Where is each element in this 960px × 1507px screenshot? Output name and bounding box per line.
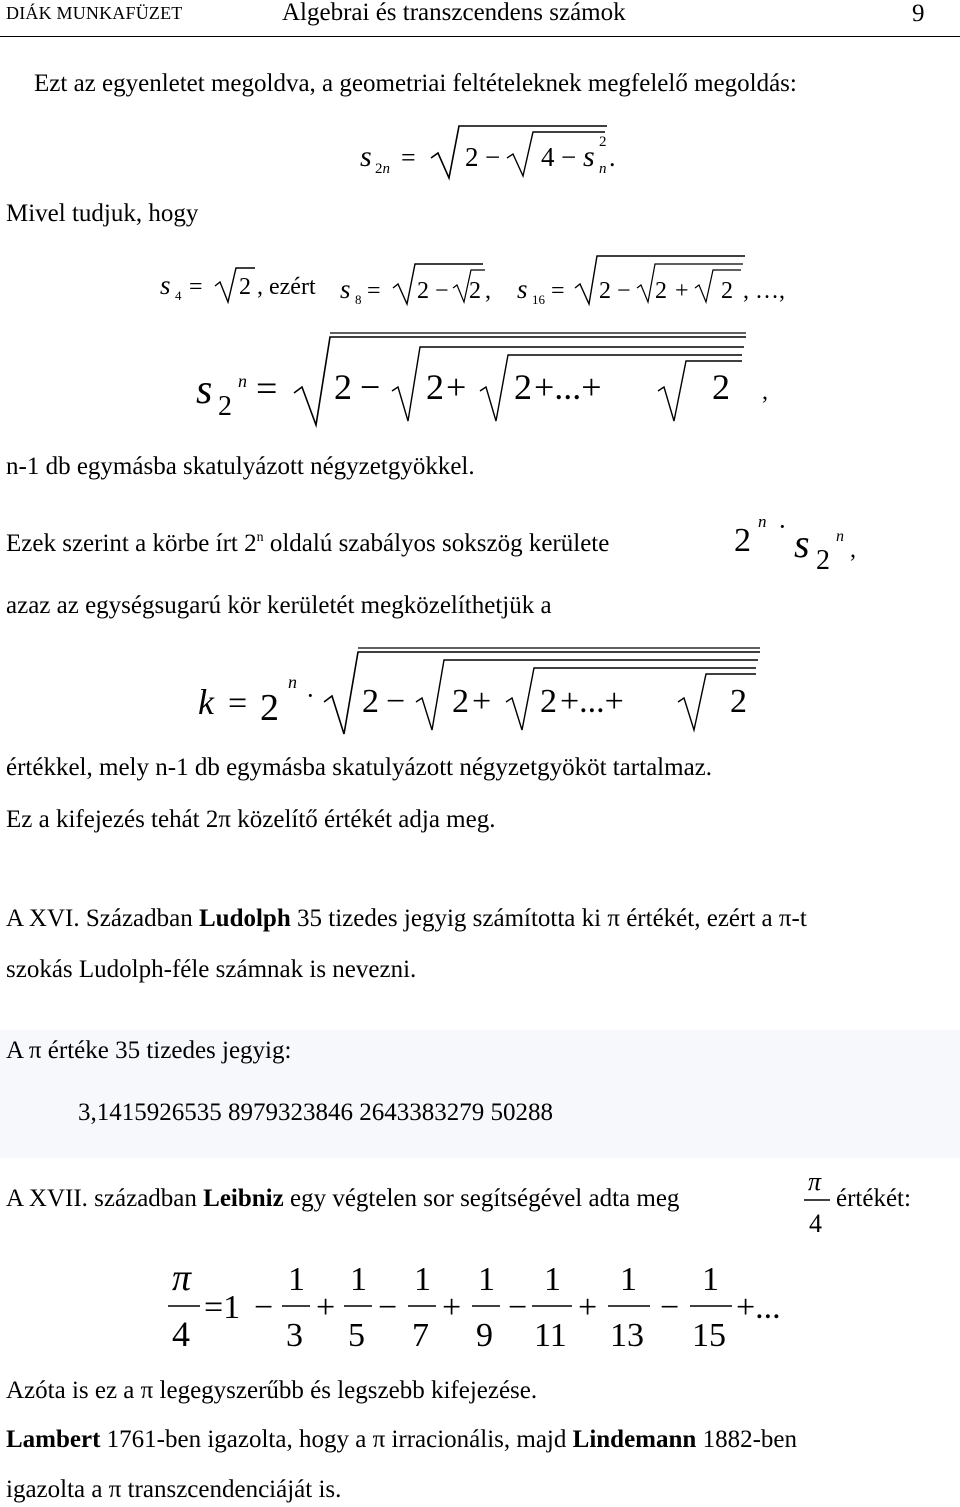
svg-text:2: 2 xyxy=(655,278,667,304)
svg-text:s: s xyxy=(517,274,528,304)
ludolph-post: 35 tizedes jegyig számította ki π értékét, ezért a π-t xyxy=(290,905,807,932)
page-number: 9 xyxy=(912,0,925,27)
formula-s2n-nested xyxy=(190,325,810,435)
svg-text:n: n xyxy=(599,161,607,177)
lindemann-name: Lindemann xyxy=(572,1426,697,1453)
paragraph-nested-roots: n-1 db egymásba skatulyázott négyzetgyökkel. xyxy=(6,453,475,480)
svg-text:2: 2 xyxy=(469,278,481,304)
svg-text:s: s xyxy=(583,140,595,173)
svg-text:n: n xyxy=(836,528,844,545)
svg-text:+: + xyxy=(472,683,492,720)
svg-text:,: , xyxy=(850,537,856,563)
paragraph-ludolph-number: szokás Ludolph-féle számnak is nevezni. xyxy=(6,956,417,983)
ludolph-pre: A XVI. Században xyxy=(6,905,199,932)
svg-text:4: 4 xyxy=(175,288,182,303)
svg-text:−: − xyxy=(561,142,577,172)
formula-leibniz-series xyxy=(160,1250,820,1380)
p4-end: oldalú szabályos sokszög kerülete xyxy=(263,530,610,557)
svg-text:2: 2 xyxy=(712,367,730,407)
paragraph-value-explain: értékkel, mely n-1 db egymásba skatulyázott négyzetgyököt tartalmaz. xyxy=(6,754,713,781)
svg-text:1: 1 xyxy=(544,1261,561,1298)
svg-text:=: = xyxy=(189,274,203,300)
svg-text:+: + xyxy=(442,1289,462,1326)
paragraph-lambert-lindemann xyxy=(6,1426,797,1454)
svg-text:13: 13 xyxy=(610,1317,644,1354)
svg-text:11: 11 xyxy=(534,1317,567,1354)
svg-text:−: − xyxy=(254,1289,274,1326)
svg-text:−: − xyxy=(660,1289,680,1326)
svg-text:+: + xyxy=(578,1289,598,1326)
svg-text:1: 1 xyxy=(414,1261,431,1298)
svg-text:+...: +... xyxy=(736,1289,781,1326)
svg-text:=: = xyxy=(256,368,278,410)
svg-text:,: , xyxy=(485,278,491,304)
paragraph-given: Mivel tudjuk, hogy xyxy=(6,200,199,227)
svg-text:, …,: , …, xyxy=(743,278,785,304)
svg-text:2: 2 xyxy=(730,683,747,720)
svg-text:−: − xyxy=(378,1289,398,1326)
svg-text:k: k xyxy=(198,682,214,722)
ezert-text: , ezért xyxy=(257,274,316,300)
svg-text:2: 2 xyxy=(599,134,607,150)
svg-text:7: 7 xyxy=(412,1317,429,1354)
svg-text:15: 15 xyxy=(692,1317,726,1354)
paragraph-solution-intro: Ezt az egyenletet megoldva, a geometriai feltételeknek megfelelő megoldás: xyxy=(34,70,797,97)
svg-text:.: . xyxy=(609,143,615,172)
svg-text:1: 1 xyxy=(620,1261,637,1298)
svg-text:1: 1 xyxy=(702,1261,719,1298)
svg-text:n: n xyxy=(758,512,767,531)
svg-text:2: 2 xyxy=(239,274,251,300)
svg-text:n: n xyxy=(288,672,297,692)
paragraph-unit-circle: azaz az egységsugarú kör kerületét megközelíthetjük a xyxy=(6,592,552,619)
svg-text:π: π xyxy=(808,1167,822,1196)
ludolph-name: Ludolph xyxy=(199,905,291,932)
svg-text:π: π xyxy=(172,1257,192,1299)
formula-pi-over-4-inline xyxy=(800,1162,834,1240)
formula-perimeter xyxy=(730,505,940,585)
svg-text:2: 2 xyxy=(540,683,557,720)
paragraph-ludolph xyxy=(6,905,807,933)
header-rule xyxy=(0,36,960,37)
svg-text:+...+: +...+ xyxy=(534,367,602,407)
svg-text:=: = xyxy=(228,685,248,722)
header-workbook-label: DIÁK MUNKAFÜZET xyxy=(6,3,183,23)
svg-text:2: 2 xyxy=(362,683,379,720)
svg-text:s: s xyxy=(340,274,351,304)
svg-text:4: 4 xyxy=(809,1209,822,1238)
svg-text:+: + xyxy=(316,1289,336,1326)
svg-text:2: 2 xyxy=(465,142,479,172)
svg-text:5: 5 xyxy=(348,1317,365,1354)
pi-value-label: A π értéke 35 tizedes jegyig: xyxy=(6,1037,292,1064)
svg-text:2: 2 xyxy=(514,367,532,407)
paragraph-simplest-expression: Azóta is ez a π legegyszerűbb és legszebb kifejezése. xyxy=(6,1377,538,1404)
svg-text:s: s xyxy=(360,140,372,173)
svg-text:−: − xyxy=(435,278,449,304)
svg-text:2n: 2n xyxy=(375,161,390,177)
svg-text:2: 2 xyxy=(599,278,611,304)
svg-text:16: 16 xyxy=(532,292,545,307)
svg-text:1: 1 xyxy=(288,1261,305,1298)
p4-text: Ezek szerint a körbe írt 2 xyxy=(6,530,257,557)
svg-text:s: s xyxy=(794,521,810,566)
svg-text:3: 3 xyxy=(286,1317,303,1354)
svg-text:−: − xyxy=(617,278,631,304)
lambert-name: Lambert xyxy=(6,1426,101,1453)
svg-text:−: − xyxy=(508,1289,528,1326)
svg-text:=1: =1 xyxy=(204,1289,241,1326)
leibniz-pre: A XVII. században xyxy=(6,1185,204,1212)
svg-text:8: 8 xyxy=(355,292,362,307)
header-title: Algebrai és transzcendens számok xyxy=(282,0,626,26)
svg-text:=: = xyxy=(401,143,416,172)
svg-text:2: 2 xyxy=(334,367,352,407)
svg-text:−: − xyxy=(386,683,406,720)
svg-text:1: 1 xyxy=(350,1261,367,1298)
lindemann-year: 1882-ben xyxy=(696,1426,797,1453)
svg-text:n: n xyxy=(238,371,247,391)
svg-text:2: 2 xyxy=(734,522,751,559)
p4-sup: n xyxy=(256,530,264,545)
leibniz-end: értékét: xyxy=(836,1185,911,1212)
svg-text:2: 2 xyxy=(816,545,830,576)
paragraph-approximation: Ez a kifejezés tehát 2π közelítő értékét adja meg. xyxy=(6,806,496,833)
leibniz-post: egy végtelen sor segítségével adta meg xyxy=(283,1185,680,1212)
formula-k xyxy=(190,640,780,740)
svg-text:,: , xyxy=(762,379,768,405)
svg-text:+: + xyxy=(675,278,689,304)
svg-text:4: 4 xyxy=(172,1314,190,1354)
svg-text:s: s xyxy=(196,367,213,413)
svg-text:=: = xyxy=(367,278,381,304)
svg-text:−: − xyxy=(360,367,381,407)
svg-text:2: 2 xyxy=(417,278,429,304)
svg-text:=: = xyxy=(551,278,565,304)
paragraph-transcendence: igazolta a π transzcendenciáját is. xyxy=(6,1476,342,1503)
svg-text:1: 1 xyxy=(478,1261,495,1298)
formula-s4-s8-s16 xyxy=(155,250,815,310)
svg-text:9: 9 xyxy=(476,1317,493,1354)
svg-text:2: 2 xyxy=(426,367,444,407)
svg-text:+...+: +...+ xyxy=(560,683,624,720)
svg-text:2: 2 xyxy=(721,278,733,304)
svg-text:2: 2 xyxy=(452,683,469,720)
svg-text:·: · xyxy=(778,512,787,541)
paragraph-leibniz xyxy=(6,1185,679,1213)
svg-text:2: 2 xyxy=(260,687,279,729)
pi-value-digits: 3,1415926535 8979323846 2643383279 50288 xyxy=(78,1099,553,1126)
svg-text:2: 2 xyxy=(218,391,232,422)
svg-text:4: 4 xyxy=(541,142,555,172)
lambert-text: 1761-ben igazolta, hogy a π irracionális, majd xyxy=(100,1426,573,1453)
formula-s2n xyxy=(355,118,615,188)
leibniz-name: Leibniz xyxy=(203,1185,284,1212)
svg-text:+: + xyxy=(446,367,467,407)
svg-text:·: · xyxy=(306,681,315,710)
svg-text:s: s xyxy=(160,270,171,300)
paragraph-polygon-perimeter xyxy=(6,530,609,558)
svg-text:−: − xyxy=(485,142,501,172)
